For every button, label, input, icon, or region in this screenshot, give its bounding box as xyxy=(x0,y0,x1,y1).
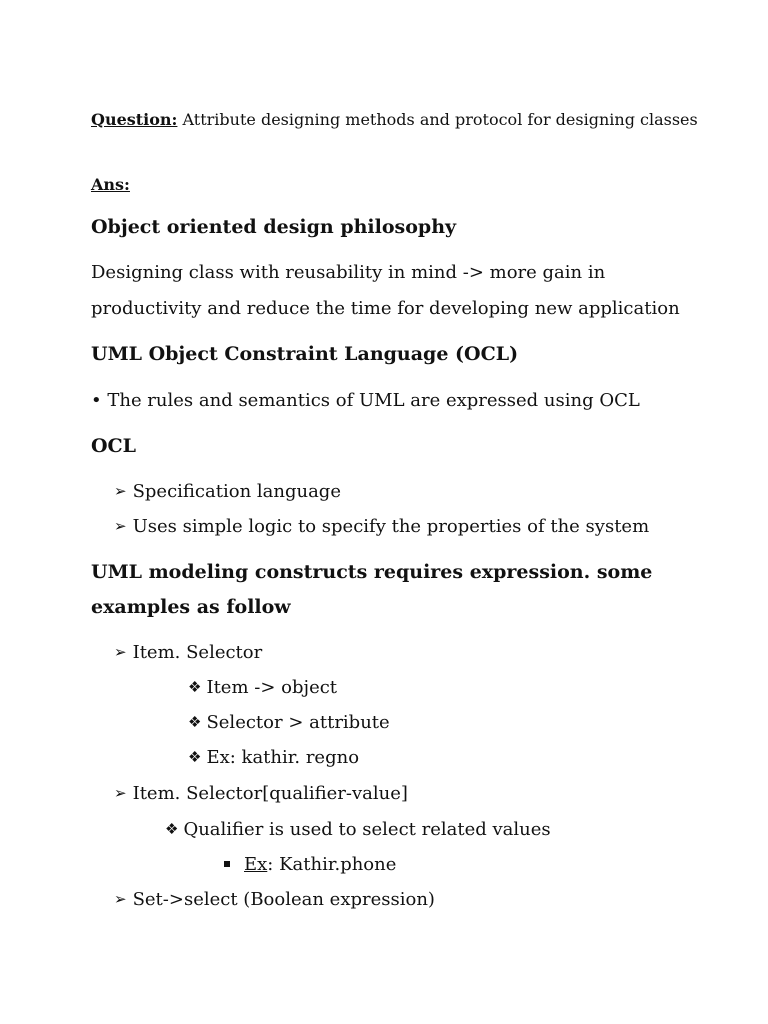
section-heading-ocl: OCL xyxy=(91,435,137,457)
list-item xyxy=(114,518,649,536)
question-label: Question: xyxy=(91,110,178,129)
sub-list-item xyxy=(165,821,551,839)
diamond-bullet-icon: ❖ xyxy=(188,713,202,731)
square-bullet-icon xyxy=(224,861,230,867)
answer-label: Ans: xyxy=(91,175,130,194)
question-text: Attribute designing methods and protocol for designing classes xyxy=(177,110,698,129)
example-text: : Kathir.phone xyxy=(267,854,397,875)
question-line xyxy=(91,112,698,128)
section-heading-ocl-language: UML Object Constraint Language (OCL) xyxy=(91,343,519,365)
list-item-text: Set->select (Boolean expression) xyxy=(132,889,435,910)
sub-list-item-text: Selector > attribute xyxy=(206,712,390,733)
paragraph-line: Designing class with reusability in mind -> more gain in xyxy=(91,262,606,283)
arrow-bullet-icon: ➢ xyxy=(114,482,127,500)
list-item-text: Item. Selector[qualifier-value] xyxy=(132,783,408,804)
section-heading-design-philosophy: Object oriented design philosophy xyxy=(91,216,457,238)
arrow-bullet-icon: ➢ xyxy=(114,784,127,802)
sub-list-item xyxy=(188,714,390,732)
sub-list-item-text: Qualifier is used to select related values xyxy=(183,819,551,840)
list-item xyxy=(114,891,435,909)
arrow-bullet-icon: ➢ xyxy=(114,517,127,535)
diamond-bullet-icon: ❖ xyxy=(188,748,202,766)
sub-list-item xyxy=(188,749,359,767)
list-item xyxy=(114,785,408,803)
list-item xyxy=(114,644,262,662)
list-item-text: Specification language xyxy=(132,481,341,502)
sub-list-item xyxy=(188,679,337,697)
list-item-text: Uses simple logic to specify the properties of the system xyxy=(132,516,650,537)
paragraph-line: productivity and reduce the time for developing new application xyxy=(91,298,680,319)
list-item xyxy=(114,483,341,501)
section-heading-modeling-constructs-cont: examples as follow xyxy=(91,596,291,618)
diamond-bullet-icon: ❖ xyxy=(188,678,202,696)
section-heading-modeling-constructs: UML modeling constructs requires expression. some xyxy=(91,561,653,583)
example-label: Ex xyxy=(244,854,268,875)
sub-list-item-text: Ex: kathir. regno xyxy=(206,747,360,768)
arrow-bullet-icon: ➢ xyxy=(114,643,127,661)
bullet-rules-semantics: • The rules and semantics of UML are expressed using OCL xyxy=(91,390,640,411)
list-item-text: Item. Selector xyxy=(132,642,263,663)
sub-sub-list-item xyxy=(224,856,396,874)
sub-list-item-text: Item -> object xyxy=(206,677,338,698)
arrow-bullet-icon: ➢ xyxy=(114,890,127,908)
diamond-bullet-icon: ❖ xyxy=(165,820,179,838)
